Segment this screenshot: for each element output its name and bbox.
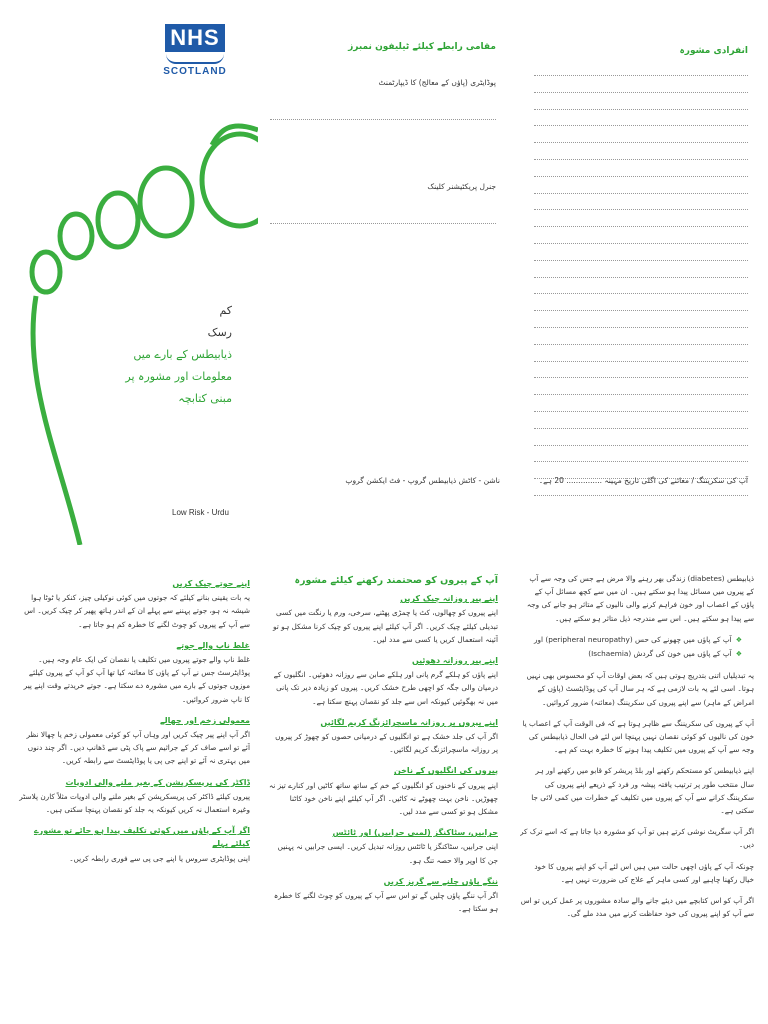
write-line — [534, 91, 748, 93]
advice-notes-panel — [520, 0, 768, 545]
write-line — [534, 494, 748, 496]
paragraph: غلط ناپ والے جوتے پیروں میں تکلیف یا نقصان کی ایک عام وجہ ہیں۔ پوڈایٹرسٹ جس نے آپ کے پاؤں کا معائنہ کیا تھا آپ کو آپ کے پیروں کیلئے موزوں جوتوں کے بارے میں مشورہ دے سکتا ہے۔ جوتے خریدتے وقت اپنے پیر کا ناپ ضرور کروائیں۔ — [23, 655, 250, 704]
column-foot-care-advice — [268, 572, 498, 1024]
section-heading: جرابیں، سٹاکنگز (لمبی جرابیں) اور ٹائٹس — [332, 828, 498, 838]
write-line — [534, 427, 748, 429]
paragraph: اگر آپ کو اس کتابچے میں دیئے جانے والے سادہ مشوروں پر عمل کریں تو اس سے آپ کو اپنے پیروں کی خود حفاظت کرنے میں مدد ملے گی۔ — [520, 896, 754, 919]
nhs-logo-text: NHS — [165, 24, 224, 52]
paragraph: پیروں کیلئے ڈاکٹر کی پریسکرپشن کے بغیر ملنے والی ادویات مثلاً کارن پلاسٹر وغیرہ استعمال نہ کریں کیونکہ یہ جلد کو نقصان پہنچا سکتی ہیں۔ — [19, 791, 250, 815]
write-line — [534, 276, 748, 278]
write-line — [534, 343, 748, 345]
paragraph: یہ تبدیلیاں اتنی بتدریج ہوتی ہیں کہ بعض اوقات آپ کو محسوس بھی نہیں ہوتا۔ اسی لئے یہ بات لازمی ہے کہ ہر سال آپ کی پوڈایٹسٹ (پاؤں کے امراض کے ماہر) سے اپنے پیروں کی سکریننگ (معائنہ) ضرور کروائیں۔ — [526, 671, 754, 707]
paragraph: اگر آپ اپنے پیر چیک کریں اور وہاں آپ کو کوئی معمولی زخم یا چھالا نظر آئے تو اسے صاف کر کے جراثیم سے پاک پٹی سے ڈھانپ دیں۔ اگر چند دنوں میں بہتری نہ آئے تو اپنے جی پی یا پوڈایٹسٹ سے رابطہ کریں۔ — [26, 730, 250, 766]
paragraph: چونکہ آپ کے پاؤں اچھی حالت میں ہیں اس لئے آپ کو اپنے پیروں کا خود خیال رکھنا چاہیے اور کسی ماہر کے علاج کی ضرورت نہیں ہے۔ — [534, 861, 754, 884]
podiatry-write-line — [270, 118, 496, 120]
section-heading: پیروں کی انگلیوں کے ناخن — [393, 766, 498, 776]
section-heading: اگر آپ کے پاؤں میں کوئی تکلیف پیدا ہو جائے تو مشورے کیلئے پہلے — [33, 826, 250, 849]
cover-title — [112, 300, 232, 410]
advice-write-lines — [534, 74, 748, 511]
cover-panel — [0, 0, 258, 545]
write-line — [534, 225, 748, 227]
paragraph: ذیابیطس (diabetes) زندگی بھر رہنے والا مرض ہے جس کی وجہ سے آپ کے پیروں میں مسائل پیدا ہو سکتے ہیں۔ ان میں سے کچھ مسائل آپ کے پاؤں کے اعصاب اور خون فراہم کرنے والی نالیوں کے متاثر ہو جانے کی وجہ سے پیدا ہو سکتے ہیں۔ اس سے مندرجہ ذیل متاثر ہو سکتے ہیں۔ — [526, 574, 754, 623]
paragraph: اپنے پیروں کو چھالوں، کٹ یا چمڑی پھٹنے، سرخی، ورم یا رنگت میں کسی تبدیلی کیلئے چیک کریں۔ اگر آپ کیلئے اپنے پیروں کو چیک کرنا مشکل ہو تو آئینہ استعمال کریں یا کسی سے مدد لیں۔ — [273, 608, 498, 644]
write-line — [534, 444, 748, 446]
paragraph: اپنی پوڈایٹری سروس یا اپنے جی پی سے فوری رابطہ کریں۔ — [69, 853, 250, 863]
write-line — [534, 259, 748, 261]
write-line — [534, 124, 748, 126]
write-line — [534, 360, 748, 362]
write-line — [534, 376, 748, 378]
section-heading: اپنے پیر روزانہ چیک کریں — [400, 594, 498, 604]
next-screening-line: آپ کی سکریننگ / معائنے کی اگلی تاریخ مہینہ ............... 20 ہے۔ — [538, 476, 748, 485]
paragraph: اگر آپ کی جلد خشک ہے تو انگلیوں کے درمیانی حصوں کو چھوڑ کر پیروں پر روزانہ ماسچرائزنگ کریم لگائیں۔ — [275, 732, 498, 755]
write-line — [534, 158, 748, 160]
logo-wave-icon — [166, 54, 224, 64]
paragraph: اگر آپ ننگے پاؤں چلیں گے تو اس سے آپ کے پیروں کو چوٹ لگنے کا خطرہ ہو سکتا ہے۔ — [273, 891, 498, 914]
cover-title-line-2: رسک — [207, 326, 232, 339]
section-heading: اپنے پیر روزانہ دھوئیں — [411, 656, 498, 666]
paragraph: یہ بات یقینی بنانے کیلئے کہ جوتوں میں کوئی نوکیلی چیز، کنکر یا ٹوٹا ہوا شیشہ نہ ہو، جوتے پہننے سے پہلے ان کے اندر ہاتھ پھیر کر چیک کریں۔ اس سے آپ کے پیروں کو چوٹ لگنے کا خطرہ کم ہو جاتا ہے۔ — [24, 593, 250, 629]
column-shoes-advice — [18, 572, 250, 1024]
paragraph: اپنے پاؤں کو ہلکے گرم پانی اور ہلکے صابن سے روزانہ دھوئیں۔ انگلیوں کے درمیان والی جگہ کو اچھی طرح خشک کریں۔ پیروں کو زیادہ دیر تک پانی میں نہ بھگوئیں کیونکہ اس سے جلد کو نقصان پہنچ سکتا ہے۔ — [273, 670, 498, 706]
write-line — [534, 208, 748, 210]
section-heading: غلط ناپ والے جوتے — [176, 640, 250, 650]
advice-heading: انفرادی مشورہ — [679, 46, 748, 56]
contacts-panel — [262, 0, 514, 545]
nhs-scotland-logo — [160, 24, 230, 77]
section-heading: ڈاکٹر کی پریسکرپشن کے بغیر ملنے والی ادویات — [65, 777, 250, 787]
paragraph: آپ کے پیروں کی سکریننگ سے ظاہر ہوتا ہے کہ فی الوقت آپ کے اعصاب یا خون کی نالیوں کو کوئی نقصان نہیں پہنچا اس لئے فی الحال ذیابیطس کی وجہ سے آپ کے پیروں میں تکلیف پیدا ہونے کا خطرہ بہت کم ہے۔ — [522, 718, 754, 755]
gp-field-label: جنرل پریکٹیشنر کلینک — [427, 182, 496, 191]
write-line — [534, 175, 748, 177]
bullet-item: ❖ آپ کے پاؤں میں چھونے کی حس (peripheral neuropathy) اور — [520, 633, 742, 647]
write-line — [534, 393, 748, 395]
paragraph: اپنی جرابیں، سٹاکنگز یا ٹائٹس روزانہ تبدیل کریں۔ ایسی جرابیں نہ پہنیں جن کا اوپر والا حصہ تنگ ہو۔ — [277, 842, 498, 865]
second-toe-icon — [140, 168, 192, 236]
podiatry-field-label: پوڈایٹری (پاؤں کے معالج) کا ڈیپارٹمنٹ — [378, 78, 496, 87]
paragraph: اپنے پیروں کے ناخنوں کو انگلیوں کے خم کے ساتھ ساتھ کاٹیں اور کنارے تیز نہ چھوڑیں۔ ناخن بہت چھوٹے نہ کاٹیں۔ اگر آپ کیلئے اپنے ناخن خود کاٹنا مشکل ہو تو کسی سے مدد لیں۔ — [268, 780, 498, 817]
cover-title-line-4: معلومات اور مشورہ پر مبنی کتابچہ — [125, 370, 232, 405]
paragraph: اپنے ذیابیطس کو مستحکم رکھنے اور بلڈ پریشر کو قابو میں رکھنے اور ہر سال منتخب طور پر ترتیب یافتہ پیشہ ور فرد کے ذریعے اپنے پیروں کی سکریننگ کرانے سے آپ کے پیروں میں تکلیف کے خطرات میں کمی لائی جا سکتی ہے۔ — [531, 766, 754, 816]
section-heading: اپنے جوتے چیک کریں — [172, 579, 250, 588]
cover-title-line-1: کم — [219, 304, 232, 317]
write-line — [534, 292, 748, 294]
section-heading: معمولی زخم اور چھالے — [159, 715, 250, 725]
big-toe-icon — [202, 134, 258, 226]
write-line — [534, 410, 748, 412]
write-line — [534, 309, 748, 311]
write-line — [534, 192, 748, 194]
bullet-item: ❖ آپ کے پاؤں میں خون کی گردش (Ischaemia) — [520, 647, 742, 661]
write-line — [534, 74, 748, 76]
third-toe-icon — [98, 193, 138, 247]
logo-scotland-text: SCOTLAND — [163, 66, 227, 77]
write-line — [534, 460, 748, 462]
write-line — [534, 141, 748, 143]
gp-write-line — [270, 222, 496, 224]
section-heading: ننگے پاؤں چلنے سے گریز کریں — [383, 876, 498, 886]
write-line — [534, 326, 748, 328]
write-line — [534, 242, 748, 244]
write-line — [534, 108, 748, 110]
groups-line: ناشن - کاٹش ذیابیطس گروپ - فٹ ایکشن گروپ — [345, 476, 500, 485]
section-title: آپ کے پیروں کو صحتمند رکھنے کیلئے مشورہ — [294, 575, 498, 586]
fourth-toe-icon — [60, 214, 92, 258]
contacts-heading: مقامی رابطے کیلئے ٹیلیفون نمبرز — [348, 42, 496, 52]
cover-title-line-3: ذیابیطس کے بارے میں — [133, 348, 232, 361]
little-toe-icon — [32, 252, 60, 292]
column-introduction — [520, 572, 754, 1024]
paragraph: اگر آپ سگریٹ نوشی کرتے ہیں تو آپ کو مشورہ دیا جاتا ہے کہ اسے ترک کر دیں۔ — [520, 827, 754, 850]
bullet-list — [520, 633, 754, 661]
cover-footer: Low Risk - Urdu — [172, 508, 229, 517]
section-heading: اپنے پیروں پر روزانہ ماسچرائزنگ کریم لگائیں — [320, 717, 498, 727]
